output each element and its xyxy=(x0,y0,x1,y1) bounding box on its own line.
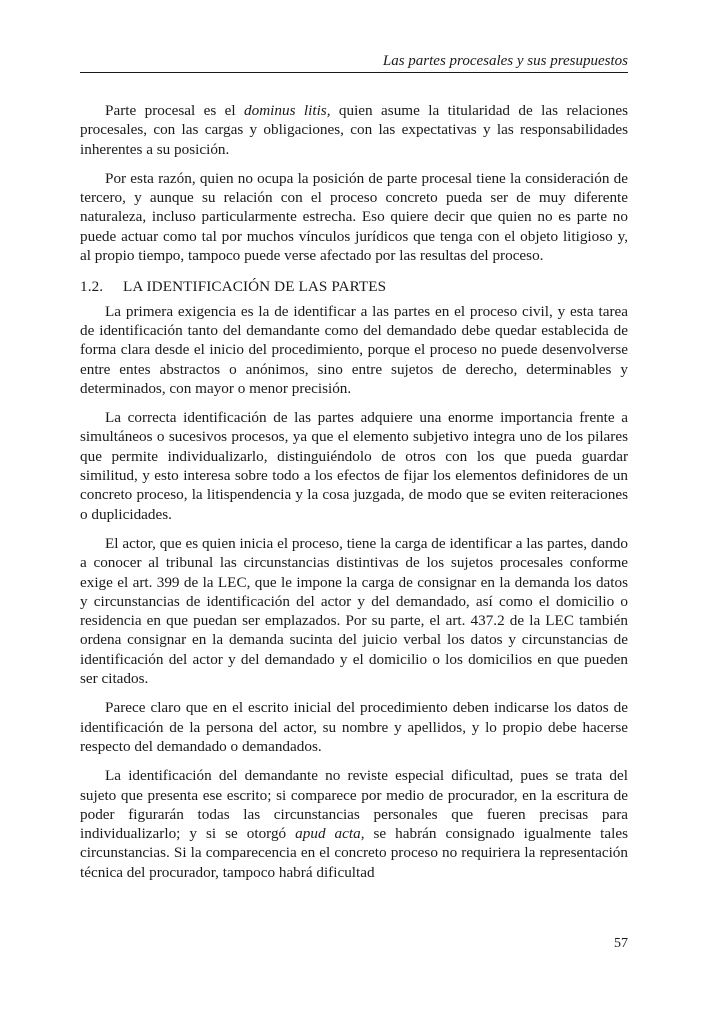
paragraph-text: Parte procesal es el xyxy=(105,102,245,119)
paragraph-parte-procesal xyxy=(80,101,628,159)
page-number: 57 xyxy=(614,936,628,951)
paragraph-escrito-inicial: Parece claro que en el escrito inicial del procedimiento deben indicarse los datos de identificación de la persona del actor, su nombre y apellidos, y lo propio debe hacerse respecto del demandado o demandados. xyxy=(80,699,628,755)
header-rule xyxy=(80,72,628,73)
italic-term-dominus-litis: dominus litis, xyxy=(244,102,331,119)
paragraph-identificacion-demandante xyxy=(80,766,628,882)
paragraph-tercero: Por esta razón, quien no ocupa la posición de parte procesal tiene la consideración de tercero, y aunque su relación con el proceso concreto pueda ser de muy diferente naturaleza, incluso particularmente estrecha. Eso quiere decir que quien no es parte no puede actuar como tal por muchos vínculos jurídicos que tenga con el objeto litigioso y, al propio tiempo, tampoco puede verse afectado por las resultas del proceso. xyxy=(80,169,628,265)
paragraph-text: quien asume la titularidad de las relaciones procesales, con las cargas y obligaciones, con las expectativas y las responsabilidades inherentes a su posición. xyxy=(80,102,629,158)
body-text xyxy=(80,101,628,882)
running-header: Las partes procesales y sus presupuestos xyxy=(382,53,628,69)
paragraph-correcta-identificacion: La correcta identificación de las partes adquiere una enorme importancia frente a simultáneos o sucesivos procesos, ya que el elemento subjetivo integra uno de los pilares que permite individualizarlo, distinguiéndolo de otros con los que pueda guardar similitud, y esto interesa sobre todo a los efectos de fijar los elementos definidores de un concreto proceso, la litispendencia y la cosa juzgada, de modo que se eviten reiteraciones o duplicidades. xyxy=(80,409,628,523)
section-number: 1.2. xyxy=(80,278,104,296)
section-heading xyxy=(80,277,628,296)
paragraph-text: La identificación del demandante no reviste especial dificultad, pues se trata del sujeto que presenta ese escrito; si comparece por medio de procurador, en la escritura de poder figurarán todas las circunstancias personales que fueren precisas para individualizarlo; y si se otorgó xyxy=(80,767,628,843)
paragraph-primera-exigencia: La primera exigencia es la de identificar a las partes en el proceso civil, y esta tarea de identificación tanto del demandante como del demandado debe quedar establecida de forma clara desde el inicio del procedimiento, porque el proceso no puede desenvolverse entre entes abstractos o anónimos, sino entre sujetos de derecho, determinables y determinados, con mayor o menor precisión. xyxy=(80,302,628,397)
italic-term-apud-acta: apud acta xyxy=(295,825,361,843)
paragraph-el-actor: El actor, que es quien inicia el proceso, tiene la carga de identificar a las partes, dando a conocer al tribunal las circunstancias distintivas de los sujetos procesales conforme exige el art. 399 de la LEC, que le impone la carga de consignar en la demanda los datos y circunstancias de identificación del actor y del demandado, así como el domicilio o residencia en que puedan ser emplazados. Por su parte, el art. 437.2 de la LEC también ordena consignar en la demanda sucinta del juicio verbal los datos y circunstancias de identificación del actor y del demandado y el domicilio o los domicilios en que pueden ser citados. xyxy=(80,534,628,688)
section-title: LA IDENTIFICACIÓN DE LAS PARTES xyxy=(123,278,387,296)
paragraph-text: , se habrán consignado igualmente tales circunstancias. Si la comparecencia en el concreto proceso no requiriera la representación técnica del procurador, tampoco habrá dificultad xyxy=(80,825,628,881)
